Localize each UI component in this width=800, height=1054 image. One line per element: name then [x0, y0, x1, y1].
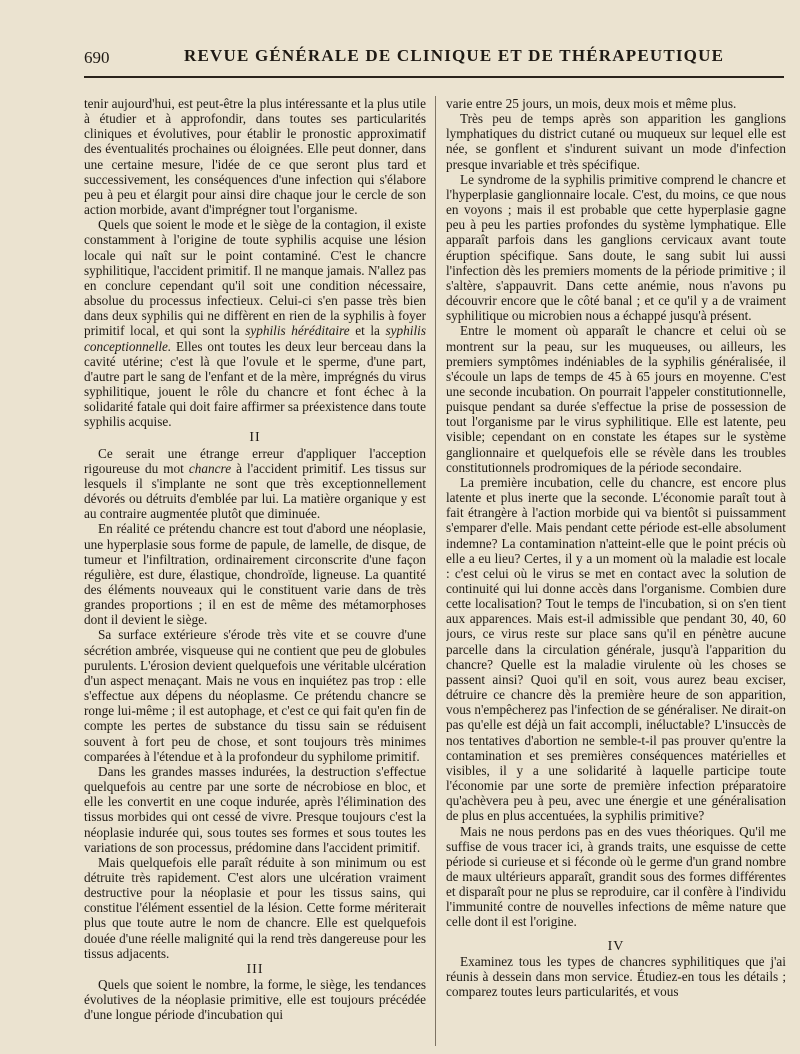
- italic-term: syphilis conceptionnelle.: [84, 323, 426, 354]
- left-column: [84, 96, 426, 1046]
- page-header: [84, 40, 786, 72]
- spacer: [446, 930, 786, 938]
- paragraph: Le syndrome de la syphilis primitive comprend le chancre et l'hyperplasie ganglionnaire locale. C'est, du moins, ce que nous en voyons ; mais il est probable que cette hyperplasie gagne peu à peu les parties profondes du système lymphatique. Elle apparaît parfois dans les ganglions cervicaux avant toute éruption spécifique. Sans doute, le sang subit lui aussi l'infection dès les premiers moments de la période primitive ; il s'altère, s'appauvrit. Dans cette anémie, nous n'avons pu découvrir encore que le côté banal ; et ce qu'il y a de vraiment syphilitique ou microbien nous a échappé jusqu'à présent.: [446, 171, 786, 324]
- text-span: Ce serait une étrange erreur d'appliquer l'acception rigoureuse du mot: [84, 445, 426, 476]
- paragraph: Quels que soient le nombre, la forme, le siège, les tendances évolutives de la néoplasie primitive, elle est toujours précédée d'une longue période d'incubation qui: [84, 977, 426, 1023]
- paragraph: Très peu de temps après son apparition les ganglions lymphatiques du district cutané ou muqueux sur lequel elle est née, se gonflent et s'indurent suivant un mode d'infection presque invariable et très spécifique.: [446, 111, 786, 172]
- text-span: Quels que soient le mode et le siège de la contagion, il existe constamment à l'origine de toute syphilis acquise une lésion locale qui naît sur le point contaminé. C'est le chancre syphilitique, l'accident primitif. Il ne manque jamais. N'allez pas en conclure cependant qu'il soit une condition nécessaire, absolue du processus infectieux. Celui-ci s'en passe très bien dans deux syphilis qui ne diffèrent en rien de la syphilis à foyer primitif local, et qui sont la: [84, 217, 426, 339]
- paragraph: La première incubation, celle du chancre, est encore plus latente et plus inerte que la seconde. L'économie paraît tout à fait étrangère à l'action morbide qui va bientôt si puissamment s'emparer d'elle. Mais pendant cette période est-elle absolument indemne? La contamination n'atteint-elle que le point précis où elle a eu lieu? Certes, il y a un moment où la maladie est locale : c'est celui où le virus se met en contact avec la solution de continuité qui lui donne accès dans l'organisme. Combien dure cette localisation? Tout le temps de l'incubation, si on s'en tient aux apparences. Mais est-il admissible que pendant 30, 40, 60 jours, ce virus reste sur place sans qu'il en pénètre aucune parcelle dans la circulation générale, jusqu'à l'apparition du chancre? Quelle est la maladie virulente où les choses se passent ainsi? Quoi qu'il en soit, vous aurez beau exciser, détruire ce chancre dès la première heure de son apparition, vous n'empêcherez pas l'infection de se généraliser. Ne dirait-on pas qu'elle est déjà un fait accompli, inéluctable? L'insuccès de nos tentatives d'abortion ne semble-t-il pas prouver qu'entre la contamination et ses premières conséquences matérielles et visibles, il y a une solidarité à laquelle participe toute l'économie par une sorte de première infection préparatoire qu'achèvera peu à peu, avec une énergie et une généralisation de plus en plus accentuées, la syphilis primitive?: [446, 474, 786, 824]
- paragraph: En réalité ce prétendu chancre est tout d'abord une néoplasie, une hyperplasie sous forme de papule, de lamelle, de disque, de tumeur et l'infiltration, ordinairement circonscrite d'une façon régulière, est dure, élastique, chondroïde, ligneuse. La quantité des éléments nouveaux qui le constituent varie dans de très grandes proportions ; il en est de même des métamorphoses dont il devient le siège.: [84, 521, 426, 628]
- right-column: [446, 96, 786, 1046]
- paragraph: tenir aujourd'hui, est peut-être la plus intéressante et la plus utile à étudier et à approfondir, dans toutes ses particularités cliniques et évolutives, pour établir le pronostic approximatif des éventualités prochaines ou éloignées. Elle peut donner, dans une certaine mesure, l'idée de ce que seront plus tard et successivement, les conséquences d'une infection qui s'élabore peu à peu et élargit pour ainsi dire chaque jour le cercle de son action morbide, avant d'imprégner tout l'organisme.: [84, 96, 426, 218]
- paragraph: Dans les grandes masses indurées, la destruction s'effectue quelquefois au centre par une sorte de nécrobiose en bloc, et elle les convertit en une coque indurée, après l'élimination des tissus morbides qui ont cessé de vivre. Presque toujours c'est la néoplasie indurée qui, sous toutes ses formes et sous toutes les variations de son processus, prédomine dans l'accident primitif.: [84, 763, 426, 855]
- italic-term: syphilis héréditaire: [245, 323, 350, 339]
- paragraph: Examinez tous les types de chancres syphilitiques que j'ai réunis à dessein dans mon service. Étudiez-en tous les détails ; comparez toutes leurs particularités, et vous: [446, 953, 786, 1000]
- paragraph: Mais ne nous perdons pas en des vues théoriques. Qu'il me suffise de vous tracer ici, à grands traits, une esquisse de cette période si curieuse et si féconde où le germe d'un grand nombre de maux ultérieurs apparaît, grandit sous des formes différentes et disparaît pour ne plus se reproduire, car il confère à l'individu l'immunité contre de nouvelles infections de même nature que celle dont il est l'origine.: [446, 823, 786, 930]
- header-rule: [84, 76, 784, 78]
- text-span: Elles ont toutes les deux leur berceau dans la cavité utérine; c'est là que l'ovule et le sperme, d'une part, d'autre part le sang de l'enfant et de la mère, imprégnés du virus syphilitique, jouent le rôle du chancre et font échec à la solidarité fatale qui doit faire affirmer sa préexistence dans toute syphilis acquise.: [84, 338, 426, 430]
- italic-term: chancre: [188, 460, 232, 476]
- column-divider: [435, 96, 436, 1046]
- paragraph: [84, 446, 426, 522]
- section-heading: IV: [607, 938, 625, 954]
- running-title: REVUE GÉNÉRALE DE CLINIQUE ET DE THÉRAPEUTIQUE: [184, 46, 725, 65]
- paragraph: Entre le moment où apparaît le chancre et celui où se montrent sur la peau, sur les muqueuses, ou ailleurs, les premiers symptômes indéniables de la syphilis généralisée, il s'écoule un laps de temps de 45 à 65 jours en moyenne. C'est une seconde incubation. On pourrait l'appeler constitutionnelle, puisque pendant sa durée s'effectue la prise de possession de tout l'organisme par le virus syphilitique. Elle est latente, peu visible; cependant on en constate les étapes sur le système ganglionnaire et quelquefois elle se révèle dans les troubles constitutionnels prodromiques de la période secondaire.: [446, 323, 786, 475]
- text-span: et la: [349, 323, 386, 339]
- paragraph: Mais quelquefois elle paraît réduite à son minimum ou est détruite très rapidement. C'est alors une ulcération vraiment destructive pour la néoplasie et pour les tissus sains, qui constitue l'élément essentiel de la lésion. Cette forme mériterait plus que toute autre le nom de chancre. Elle est quelquefois douée d'une réelle malignité qui la rend très dangereuse pour les tissus adjacents.: [84, 854, 426, 961]
- section-heading: III: [246, 961, 264, 977]
- paragraph: [84, 217, 426, 429]
- paragraph: varie entre 25 jours, un mois, deux mois et même plus.: [446, 96, 737, 111]
- page-number: 690: [84, 48, 110, 67]
- text-span: à l'accident primitif. Les tissus sur lesquels il s'implante ne sont que très exceptionnellement dévorés ou détruits d'emblée par lui. La matière organique y est au contraire augmentée plutôt que diminuée.: [84, 460, 426, 522]
- section-heading: II: [249, 430, 261, 446]
- paragraph: Sa surface extérieure s'érode très vite et se couvre d'une sécrétion ambrée, visqueuse qui ne contient que peu de globules purulents. L'érosion devient quelquefois une véritable ulcération d'un aspect menaçant. Mais ne vous en inquiétez pas trop : elle s'effectue aux dépens du néoplasme. Ce prétendu chancre se ronge lui-même ; il est autophage, et c'est ce qui fait qu'en fin de compte les pertes de substance du tissu sain se réduisent souvent à fort peu de chose, et sont toujours très minimes comparées à l'étendue et à la profondeur du syphilome primitif.: [84, 627, 426, 764]
